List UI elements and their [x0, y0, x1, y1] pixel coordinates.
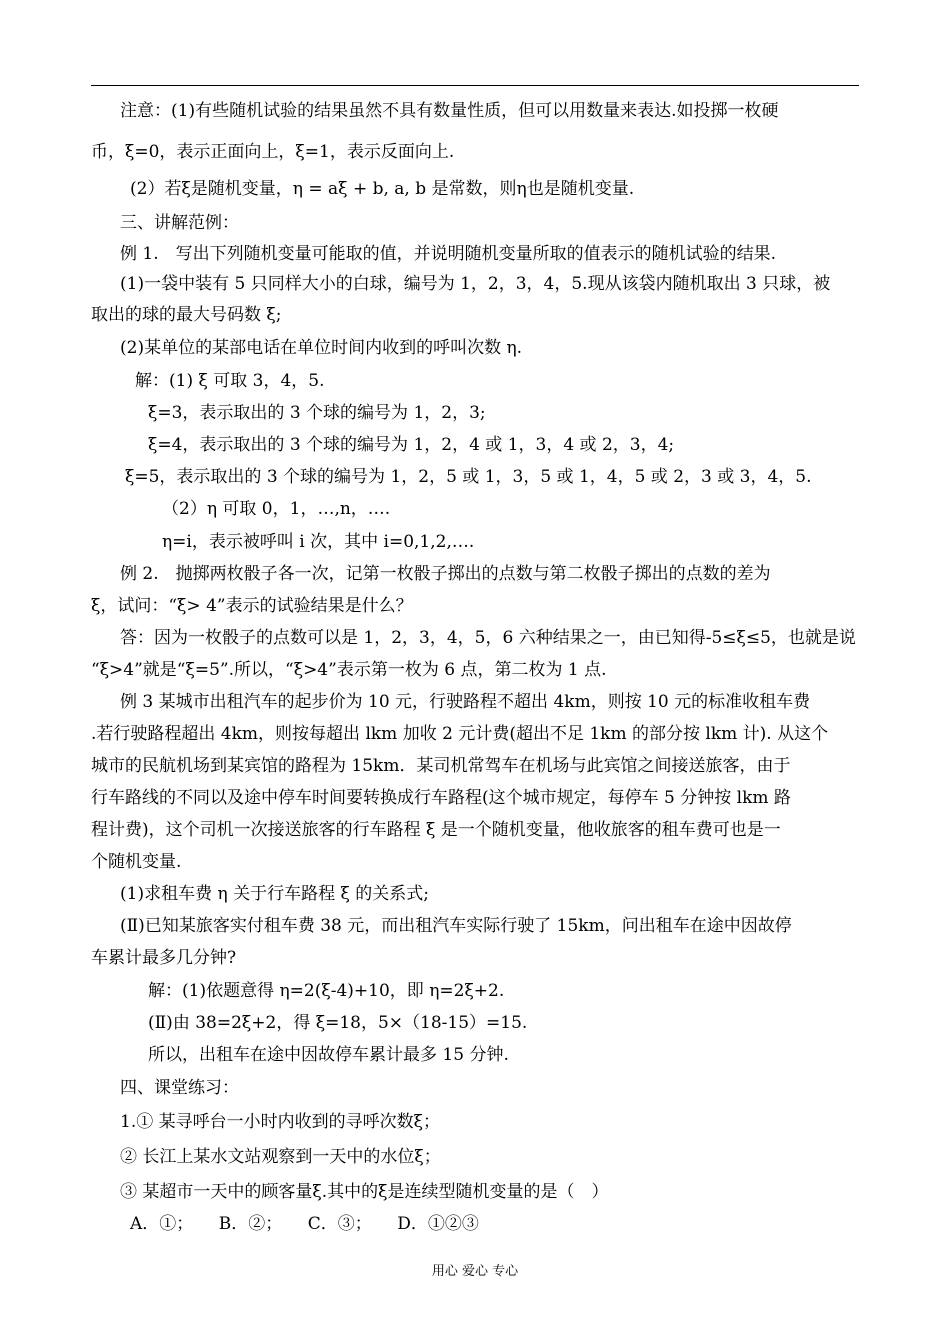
text-line: (Ⅱ)已知某旅客实付租车费 38 元，而出租汽车实际行驶了 15km，问出租车在途中因故停 [120, 916, 792, 936]
text-line: （2）η 可取 0，1，…,n，…. [162, 499, 391, 519]
text-line: 例 2. 抛掷两枚骰子各一次，记第一枚骰子掷出的点数与第二枚骰子掷出的点数的差为 [120, 564, 771, 584]
page-footer: 用心 爱心 专心 [431, 1264, 519, 1279]
text-line: ξ，试问：“ξ> 4”表示的试验结果是什么？ [91, 596, 413, 616]
text-line: 所以，出租车在途中因故停车累计最多 15 分钟. [148, 1045, 509, 1065]
text-line: 注意：(1)有些随机试验的结果虽然不具有数量性质，但可以用数量来表达.如投掷一枚硬 [120, 101, 779, 121]
text-line: 行车路线的不同以及途中停车时间要转换成行车路程(这个城市规定，每停车 5 分钟按 lkm 路 [91, 788, 791, 808]
text-line: 1.① 某寻呼台一小时内收到的寻呼次数ξ； [120, 1112, 440, 1132]
text-line: 车累计最多几分钟? [91, 948, 237, 968]
text-line: ξ=3，表示取出的 3 个球的编号为 1，2，3; [148, 403, 486, 423]
text-line: 个随机变量. [91, 852, 182, 872]
text-line: 四、课堂练习： [120, 1078, 239, 1098]
text-line: ξ=5，表示取出的 3 个球的编号为 1，2，5 或 1，3，5 或 1，4，5 或 2，3 或 3，4，5. [125, 467, 812, 487]
text-line: 答：因为一枚骰子的点数可以是 1，2，3，4，5，6 六种结果之一，由已知得-5≤ξ≤5，也就是说 [120, 628, 856, 648]
text-line: 解：(1) ξ 可取 3，4，5. [135, 371, 325, 391]
text-line: .若行驶路程超出 4km，则按每超出 lkm 加收 2 元计费(超出不足 1km 的部分按 lkm 计). 从这个 [91, 724, 829, 744]
text-line: 程计费)，这个司机一次接送旅客的行车路程 ξ 是一个随机变量，他收旅客的租车费可也是一 [91, 820, 781, 840]
header-rule [91, 85, 859, 86]
text-line: (2)某单位的某部电话在单位时间内收到的呼叫次数 η. [120, 338, 523, 358]
text-line: 城市的民航机场到某宾馆的路程为 15km．某司机常驾车在机场与此宾馆之间接送旅客，由于 [91, 756, 791, 776]
text-line: (2）若ξ是随机变量，η = aξ + b, a, b 是常数，则η也是随机变量. [130, 179, 635, 199]
text-line: 三、讲解范例： [120, 213, 239, 233]
text-line: η=i，表示被呼叫 i 次，其中 i=0,1,2,…. [162, 532, 475, 552]
text-line: 例 1. 写出下列随机变量可能取的值，并说明随机变量所取的值表示的随机试验的结果. [120, 244, 777, 264]
text-line: 币，ξ=0，表示正面向上，ξ=1，表示反面向上. [91, 142, 455, 162]
text-line: (1)一袋中装有 5 只同样大小的白球，编号为 1，2，3，4，5.现从该袋内随机取出 3 只球，被 [120, 274, 831, 294]
text-line: (Ⅱ)由 38=2ξ+2，得 ξ=18，5×（18-15）=15. [148, 1013, 528, 1033]
text-line: (1)求租车费 η 关于行车路程 ξ 的关系式; [120, 884, 429, 904]
text-line: 解：(1)依题意得 η=2(ξ-4)+10，即 η=2ξ+2. [148, 981, 505, 1001]
text-line: A．①； B．②； C．③； D．①②③ [130, 1214, 479, 1234]
text-line: “ξ>4”就是“ξ=5”.所以，“ξ>4”表示第一枚为 6 点，第二枚为 1 点. [91, 660, 607, 680]
text-line: ξ=4，表示取出的 3 个球的编号为 1，2，4 或 1，3，4 或 2，3，4; [148, 435, 675, 455]
text-line: 取出的球的最大号码数 ξ; [91, 305, 282, 325]
text-line: ② 长江上某水文站观察到一天中的水位ξ； [120, 1147, 441, 1167]
text-line: 例 3 某城市出租汽车的起步价为 10 元，行驶路程不超出 4km，则按 10 元的标准收租车费 [120, 692, 811, 712]
text-line: ③ 某超市一天中的顾客量ξ.其中的ξ是连续型随机变量的是（ ） [120, 1182, 609, 1202]
